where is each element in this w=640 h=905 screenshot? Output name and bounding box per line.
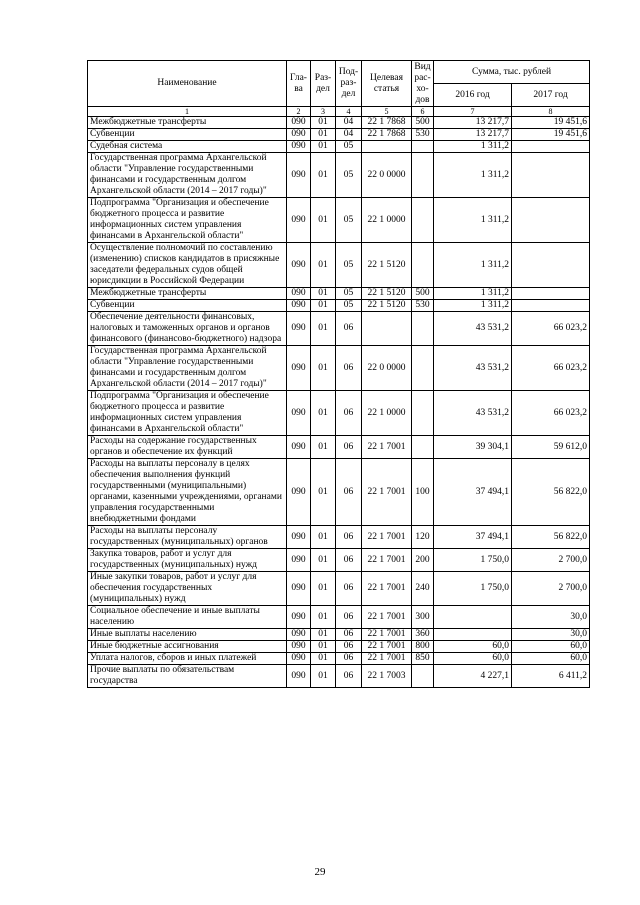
- table-row: [88, 526, 590, 549]
- row-podrazdel: 04: [336, 117, 362, 129]
- row-razdel: 01: [311, 641, 336, 653]
- table-row: [88, 288, 590, 300]
- column-number: 7: [434, 107, 512, 117]
- row-celevaya-statya: 22 0 0000: [362, 153, 412, 198]
- table-row: [88, 312, 590, 346]
- row-razdel: 01: [311, 459, 336, 526]
- row-sum-2017: 30,0: [512, 629, 590, 641]
- row-celevaya-statya: 22 1 5120: [362, 288, 412, 300]
- row-podrazdel: 06: [336, 459, 362, 526]
- row-sum-2016: 37 494,1: [434, 526, 512, 549]
- row-podrazdel: 06: [336, 629, 362, 641]
- row-razdel: 01: [311, 153, 336, 198]
- row-podrazdel: 05: [336, 153, 362, 198]
- row-name: Межбюджетные трансферты: [88, 117, 287, 129]
- row-razdel: 01: [311, 288, 336, 300]
- table-row: [88, 141, 590, 153]
- row-name: Межбюджетные трансферты: [88, 288, 287, 300]
- row-celevaya-statya: [362, 141, 412, 153]
- row-sum-2017: [512, 243, 590, 288]
- row-razdel: 01: [311, 665, 336, 688]
- row-glava: 090: [287, 572, 311, 606]
- row-celevaya-statya: 22 1 7001: [362, 436, 412, 459]
- column-number: 2: [287, 107, 311, 117]
- row-glava: 090: [287, 300, 311, 312]
- table-row: [88, 300, 590, 312]
- row-vid-rashodov: [412, 153, 434, 198]
- row-sum-2017: 19 451,6: [512, 129, 590, 141]
- row-celevaya-statya: 22 1 5120: [362, 243, 412, 288]
- row-name: Социальное обеспечение и иные выплаты населению: [88, 606, 287, 629]
- row-podrazdel: 06: [336, 572, 362, 606]
- row-vid-rashodov: [412, 243, 434, 288]
- row-glava: 090: [287, 117, 311, 129]
- row-name: Подпрограмма "Организация и обеспечение бюджетного процесса и развитие информационных систем управления финансами в Архангельской области": [88, 391, 287, 436]
- row-celevaya-statya: 22 1 7001: [362, 549, 412, 572]
- row-vid-rashodov: [412, 141, 434, 153]
- row-sum-2016: 60,0: [434, 653, 512, 665]
- row-vid-rashodov: 120: [412, 526, 434, 549]
- row-sum-2017: 60,0: [512, 641, 590, 653]
- row-podrazdel: 06: [336, 653, 362, 665]
- row-celevaya-statya: 22 1 0000: [362, 198, 412, 243]
- row-sum-2017: 66 023,2: [512, 346, 590, 391]
- row-razdel: 01: [311, 312, 336, 346]
- row-glava: 090: [287, 312, 311, 346]
- row-sum-2016: 1 311,2: [434, 153, 512, 198]
- row-sum-2017: [512, 288, 590, 300]
- table-row: [88, 391, 590, 436]
- row-glava: 090: [287, 436, 311, 459]
- row-sum-2017: [512, 198, 590, 243]
- row-podrazdel: 05: [336, 300, 362, 312]
- row-razdel: 01: [311, 391, 336, 436]
- column-number: 6: [412, 107, 434, 117]
- row-name: Закупка товаров, работ и услуг для государственных (муниципальных) нужд: [88, 549, 287, 572]
- row-razdel: 01: [311, 198, 336, 243]
- row-celevaya-statya: 22 1 5120: [362, 300, 412, 312]
- row-sum-2016: 4 227,1: [434, 665, 512, 688]
- row-sum-2017: 56 822,0: [512, 459, 590, 526]
- row-celevaya-statya: 22 0 0000: [362, 346, 412, 391]
- row-name: Уплата налогов, сборов и иных платежей: [88, 653, 287, 665]
- column-number: 1: [88, 107, 287, 117]
- row-sum-2016: 43 531,2: [434, 312, 512, 346]
- table-row: [88, 549, 590, 572]
- row-glava: 090: [287, 629, 311, 641]
- row-celevaya-statya: 22 1 7003: [362, 665, 412, 688]
- row-razdel: 01: [311, 129, 336, 141]
- column-number: 5: [362, 107, 412, 117]
- row-celevaya-statya: 22 1 7868: [362, 129, 412, 141]
- row-podrazdel: 06: [336, 526, 362, 549]
- row-podrazdel: 06: [336, 436, 362, 459]
- row-sum-2017: 66 023,2: [512, 312, 590, 346]
- row-vid-rashodov: 530: [412, 129, 434, 141]
- row-vid-rashodov: 530: [412, 300, 434, 312]
- row-vid-rashodov: 300: [412, 606, 434, 629]
- header-razdel: Раз-дел: [311, 61, 336, 107]
- row-name: Прочие выплаты по обязательствам государства: [88, 665, 287, 688]
- row-glava: 090: [287, 288, 311, 300]
- row-name: Расходы на содержание государственных органов и обеспечение их функций: [88, 436, 287, 459]
- row-razdel: 01: [311, 141, 336, 153]
- header-year-2016: 2016 год: [434, 84, 512, 107]
- row-celevaya-statya: 22 1 7001: [362, 526, 412, 549]
- row-name: Осуществление полномочий по составлению (изменению) списков кандидатов в присяжные заседатели федеральных судов общей юрисдикции в Российской Федерации: [88, 243, 287, 288]
- header-year-2017: 2017 год: [512, 84, 590, 107]
- row-name: Субвенции: [88, 129, 287, 141]
- row-razdel: 01: [311, 300, 336, 312]
- row-celevaya-statya: 22 1 0000: [362, 391, 412, 436]
- row-name: Иные выплаты населению: [88, 629, 287, 641]
- row-sum-2017: 59 612,0: [512, 436, 590, 459]
- row-podrazdel: 06: [336, 391, 362, 436]
- row-glava: 090: [287, 391, 311, 436]
- row-sum-2016: 39 304,1: [434, 436, 512, 459]
- row-glava: 090: [287, 641, 311, 653]
- row-podrazdel: 06: [336, 641, 362, 653]
- column-number: 4: [336, 107, 362, 117]
- row-name: Иные бюджетные ассигнования: [88, 641, 287, 653]
- row-sum-2017: 2 700,0: [512, 549, 590, 572]
- row-sum-2016: 1 750,0: [434, 549, 512, 572]
- row-sum-2016: 37 494,1: [434, 459, 512, 526]
- row-name: Обеспечение деятельности финансовых, налоговых и таможенных органов и органов финансового (финансово-бюджетного) надзора: [88, 312, 287, 346]
- row-glava: 090: [287, 665, 311, 688]
- row-sum-2017: 19 451,6: [512, 117, 590, 129]
- row-podrazdel: 05: [336, 243, 362, 288]
- row-sum-2017: 6 411,2: [512, 665, 590, 688]
- table-row: [88, 117, 590, 129]
- row-sum-2017: 30,0: [512, 606, 590, 629]
- row-razdel: 01: [311, 526, 336, 549]
- row-podrazdel: 05: [336, 141, 362, 153]
- table-row: [88, 629, 590, 641]
- row-vid-rashodov: 360: [412, 629, 434, 641]
- row-sum-2017: [512, 300, 590, 312]
- row-vid-rashodov: 100: [412, 459, 434, 526]
- row-vid-rashodov: [412, 346, 434, 391]
- row-sum-2016: [434, 606, 512, 629]
- row-vid-rashodov: [412, 391, 434, 436]
- row-podrazdel: 05: [336, 198, 362, 243]
- column-number: 8: [512, 107, 590, 117]
- row-name: Государственная программа Архангельской области "Управление государственными финансами и государственным долгом Архангельской области (2014 – 2017 годы)": [88, 153, 287, 198]
- row-podrazdel: 06: [336, 665, 362, 688]
- row-podrazdel: 06: [336, 312, 362, 346]
- row-sum-2016: 43 531,2: [434, 346, 512, 391]
- row-sum-2016: [434, 629, 512, 641]
- row-sum-2016: 13 217,7: [434, 117, 512, 129]
- row-sum-2016: 1 311,2: [434, 288, 512, 300]
- header-celevaya-statya: Целевая статья: [362, 61, 412, 107]
- header-name: Наименование: [88, 61, 287, 107]
- table-row: [88, 129, 590, 141]
- row-razdel: 01: [311, 346, 336, 391]
- row-name: Иные закупки товаров, работ и услуг для обеспечения государственных (муниципальных) нужд: [88, 572, 287, 606]
- row-glava: 090: [287, 459, 311, 526]
- row-sum-2017: [512, 141, 590, 153]
- row-glava: 090: [287, 549, 311, 572]
- row-glava: 090: [287, 243, 311, 288]
- row-sum-2016: 60,0: [434, 641, 512, 653]
- table-row: [88, 572, 590, 606]
- row-celevaya-statya: 22 1 7001: [362, 653, 412, 665]
- row-glava: 090: [287, 606, 311, 629]
- row-razdel: 01: [311, 653, 336, 665]
- row-vid-rashodov: 850: [412, 653, 434, 665]
- table-row: [88, 436, 590, 459]
- table-row: [88, 653, 590, 665]
- row-sum-2016: 1 311,2: [434, 243, 512, 288]
- page-number: 29: [314, 866, 326, 878]
- row-sum-2017: 60,0: [512, 653, 590, 665]
- row-sum-2016: 13 217,7: [434, 129, 512, 141]
- row-glava: 090: [287, 346, 311, 391]
- row-celevaya-statya: 22 1 7001: [362, 572, 412, 606]
- row-sum-2017: 2 700,0: [512, 572, 590, 606]
- budget-table: [87, 60, 590, 688]
- row-vid-rashodov: 800: [412, 641, 434, 653]
- table-row: [88, 459, 590, 526]
- row-celevaya-statya: [362, 312, 412, 346]
- row-name: Расходы на выплаты персоналу государственных (муниципальных) органов: [88, 526, 287, 549]
- row-glava: 090: [287, 141, 311, 153]
- row-podrazdel: 06: [336, 346, 362, 391]
- row-vid-rashodov: 500: [412, 117, 434, 129]
- table-row: [88, 606, 590, 629]
- row-razdel: 01: [311, 243, 336, 288]
- row-sum-2016: 1 750,0: [434, 572, 512, 606]
- column-number-row: [88, 107, 590, 117]
- header-summa: Сумма, тыс. рублей: [434, 61, 590, 84]
- row-podrazdel: 04: [336, 129, 362, 141]
- row-celevaya-statya: 22 1 7001: [362, 459, 412, 526]
- row-vid-rashodov: [412, 665, 434, 688]
- row-name: Государственная программа Архангельской области "Управление государственными финансами и государственным долгом Архангельской области (2014 – 2017 годы)": [88, 346, 287, 391]
- row-razdel: 01: [311, 117, 336, 129]
- row-sum-2016: 1 311,2: [434, 141, 512, 153]
- row-podrazdel: 05: [336, 288, 362, 300]
- table-row: [88, 153, 590, 198]
- row-celevaya-statya: 22 1 7868: [362, 117, 412, 129]
- row-name: Подпрограмма "Организация и обеспечение бюджетного процесса и развитие информационных систем управления финансами в Архангельской области": [88, 198, 287, 243]
- row-vid-rashodov: 500: [412, 288, 434, 300]
- row-glava: 090: [287, 526, 311, 549]
- row-vid-rashodov: [412, 312, 434, 346]
- table-row: [88, 243, 590, 288]
- row-podrazdel: 06: [336, 549, 362, 572]
- row-vid-rashodov: 240: [412, 572, 434, 606]
- row-vid-rashodov: [412, 436, 434, 459]
- row-sum-2016: 1 311,2: [434, 300, 512, 312]
- row-vid-rashodov: [412, 198, 434, 243]
- row-sum-2016: 1 311,2: [434, 198, 512, 243]
- row-sum-2017: [512, 153, 590, 198]
- row-sum-2017: 66 023,2: [512, 391, 590, 436]
- row-razdel: 01: [311, 629, 336, 641]
- row-vid-rashodov: 200: [412, 549, 434, 572]
- table-header-row: [88, 61, 590, 84]
- table-row: [88, 346, 590, 391]
- row-podrazdel: 06: [336, 606, 362, 629]
- row-razdel: 01: [311, 549, 336, 572]
- row-razdel: 01: [311, 436, 336, 459]
- column-number: 3: [311, 107, 336, 117]
- row-sum-2017: 56 822,0: [512, 526, 590, 549]
- row-sum-2016: 43 531,2: [434, 391, 512, 436]
- row-glava: 090: [287, 129, 311, 141]
- row-glava: 090: [287, 198, 311, 243]
- row-celevaya-statya: 22 1 7001: [362, 606, 412, 629]
- table-row: [88, 641, 590, 653]
- table-row: [88, 665, 590, 688]
- row-glava: 090: [287, 153, 311, 198]
- row-glava: 090: [287, 653, 311, 665]
- row-name: Расходы на выплаты персоналу в целях обеспечения выполнения функций государственными (муниципальными) органами, казенными учреждениями, органами управления государственными внебюджетными фондами: [88, 459, 287, 526]
- header-vid-rashodov: Вид рас-хо-дов: [412, 61, 434, 107]
- row-razdel: 01: [311, 572, 336, 606]
- header-glava: Гла-ва: [287, 61, 311, 107]
- row-celevaya-statya: 22 1 7001: [362, 629, 412, 641]
- row-name: Судебная система: [88, 141, 287, 153]
- header-podrazdel: Под-раз-дел: [336, 61, 362, 107]
- table-row: [88, 198, 590, 243]
- row-name: Субвенции: [88, 300, 287, 312]
- row-celevaya-statya: 22 1 7001: [362, 641, 412, 653]
- row-razdel: 01: [311, 606, 336, 629]
